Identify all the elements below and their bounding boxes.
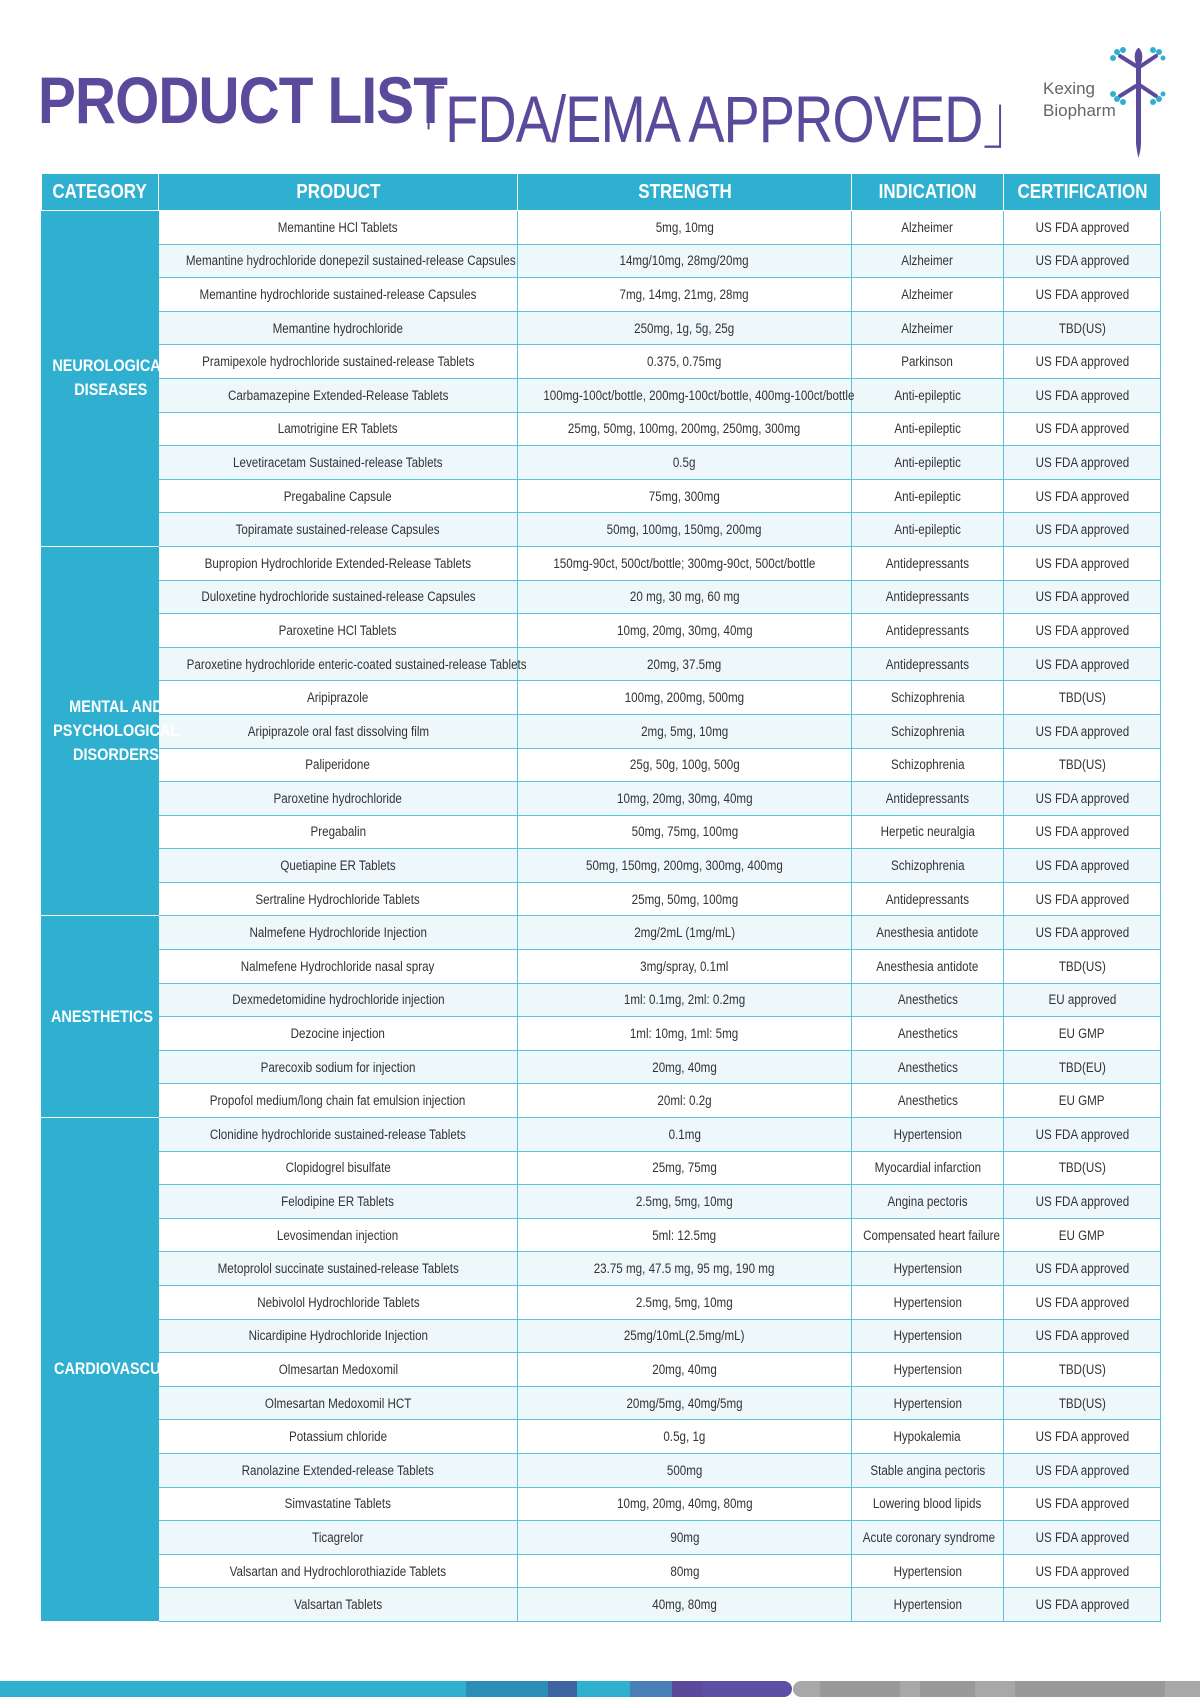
product-cell: Memantine hydrochloride sustained-release Capsules (159, 278, 518, 312)
product-table (41, 173, 1161, 1622)
indication-cell: Antidepressants (852, 614, 1004, 648)
strength-cell: 150mg-90ct, 500ct/bottle; 300mg-90ct, 500ct/bottle (518, 546, 852, 580)
product-cell: Memantine hydrochloride donepezil sustained-release Capsules (159, 244, 518, 278)
indication-cell: Angina pectoris (852, 1185, 1004, 1219)
certification-cell: US FDA approved (1004, 714, 1161, 748)
table-row (42, 378, 1161, 412)
certification-cell: EU GMP (1004, 1017, 1161, 1051)
product-cell: Dezocine injection (159, 1017, 518, 1051)
certification-cell: US FDA approved (1004, 546, 1161, 580)
table-row (42, 1453, 1161, 1487)
strength-cell: 25mg, 50mg, 100mg, 200mg, 250mg, 300mg (518, 412, 852, 446)
strength-cell: 25mg/10mL(2.5mg/mL) (518, 1319, 852, 1353)
logo-line-2: Biopharm (1043, 101, 1116, 120)
product-cell: Aripiprazole (159, 681, 518, 715)
table-row (42, 882, 1161, 916)
certification-cell: US FDA approved (1004, 1554, 1161, 1588)
product-cell: Pregabaline Capsule (159, 479, 518, 513)
table-row (42, 546, 1161, 580)
strength-cell: 1ml: 10mg, 1ml: 5mg (518, 1017, 852, 1051)
certification-cell: TBD(EU) (1004, 1050, 1161, 1084)
certification-cell: US FDA approved (1004, 1286, 1161, 1320)
table-row (42, 1151, 1161, 1185)
certification-cell: US FDA approved (1004, 446, 1161, 480)
table-row (42, 1588, 1161, 1622)
product-cell: Levosimendan injection (159, 1218, 518, 1252)
certification-cell: US FDA approved (1004, 1420, 1161, 1454)
product-cell: Ranolazine Extended-release Tablets (159, 1453, 518, 1487)
product-cell: Pramipexole hydrochloride sustained-release Tablets (159, 345, 518, 379)
table-row (42, 1252, 1161, 1286)
product-cell: Lamotrigine ER Tablets (159, 412, 518, 446)
strength-cell: 2mg, 5mg, 10mg (518, 714, 852, 748)
strength-cell: 2.5mg, 5mg, 10mg (518, 1185, 852, 1219)
category-cell: CARDIOVASCULAR (42, 1118, 159, 1622)
column-header-category: CATEGORY (42, 174, 159, 211)
footer-color-bar (0, 1681, 1200, 1697)
indication-cell: Alzheimer (852, 311, 1004, 345)
certification-cell: TBD(US) (1004, 748, 1161, 782)
certification-cell: US FDA approved (1004, 1588, 1161, 1622)
certification-cell: US FDA approved (1004, 647, 1161, 681)
strength-cell: 25mg, 75mg (518, 1151, 852, 1185)
table-row (42, 1420, 1161, 1454)
product-cell: Nalmefene Hydrochloride nasal spray (159, 950, 518, 984)
product-cell: Levetiracetam Sustained-release Tablets (159, 446, 518, 480)
strength-cell: 50mg, 100mg, 150mg, 200mg (518, 513, 852, 547)
strength-cell: 20mg, 37.5mg (518, 647, 852, 681)
gecko-logo-icon (1108, 42, 1164, 160)
table-row (42, 244, 1161, 278)
indication-cell: Schizophrenia (852, 748, 1004, 782)
strength-cell: 5ml: 12.5mg (518, 1218, 852, 1252)
table-row (42, 311, 1161, 345)
product-cell: Simvastatine Tablets (159, 1487, 518, 1521)
certification-cell: US FDA approved (1004, 614, 1161, 648)
strength-cell: 50mg, 75mg, 100mg (518, 815, 852, 849)
strength-cell: 20ml: 0.2g (518, 1084, 852, 1118)
product-cell: Paliperidone (159, 748, 518, 782)
certification-cell: US FDA approved (1004, 345, 1161, 379)
table-row (42, 1185, 1161, 1219)
strength-cell: 250mg, 1g, 5g, 25g (518, 311, 852, 345)
indication-cell: Parkinson (852, 345, 1004, 379)
product-cell: Quetiapine ER Tablets (159, 849, 518, 883)
product-cell: Pregabalin (159, 815, 518, 849)
column-header-strength: STRENGTH (518, 174, 852, 211)
certification-cell: US FDA approved (1004, 278, 1161, 312)
certification-cell: US FDA approved (1004, 580, 1161, 614)
product-cell: Aripiprazole oral fast dissolving film (159, 714, 518, 748)
product-cell: Dexmedetomidine hydrochloride injection (159, 983, 518, 1017)
strength-cell: 0.1mg (518, 1118, 852, 1152)
indication-cell: Anesthetics (852, 1017, 1004, 1051)
strength-cell: 7mg, 14mg, 21mg, 28mg (518, 278, 852, 312)
strength-cell: 40mg, 80mg (518, 1588, 852, 1622)
strength-cell: 25mg, 50mg, 100mg (518, 882, 852, 916)
table-row (42, 983, 1161, 1017)
table-row (42, 1521, 1161, 1555)
indication-cell: Anti-epileptic (852, 513, 1004, 547)
certification-cell: US FDA approved (1004, 882, 1161, 916)
product-cell: Clonidine hydrochloride sustained-release Tablets (159, 1118, 518, 1152)
indication-cell: Herpetic neuralgia (852, 815, 1004, 849)
product-cell: Nalmefene Hydrochloride Injection (159, 916, 518, 950)
product-cell: Ticagrelor (159, 1521, 518, 1555)
certification-cell: US FDA approved (1004, 1118, 1161, 1152)
certification-cell: US FDA approved (1004, 479, 1161, 513)
product-cell: Bupropion Hydrochloride Extended-Release Tablets (159, 546, 518, 580)
certification-cell: US FDA approved (1004, 378, 1161, 412)
table-row (42, 950, 1161, 984)
page-title: PRODUCT LIST (38, 63, 448, 137)
strength-cell: 20mg, 40mg (518, 1050, 852, 1084)
strength-cell: 10mg, 20mg, 40mg, 80mg (518, 1487, 852, 1521)
column-header-indication: INDICATION (852, 174, 1004, 211)
table-row (42, 412, 1161, 446)
indication-cell: Anesthetics (852, 983, 1004, 1017)
certification-cell: EU approved (1004, 983, 1161, 1017)
strength-cell: 25g, 50g, 100g, 500g (518, 748, 852, 782)
strength-cell: 80mg (518, 1554, 852, 1588)
page-header (0, 0, 1200, 170)
indication-cell: Hypertension (852, 1319, 1004, 1353)
indication-cell: Antidepressants (852, 882, 1004, 916)
indication-cell: Lowering blood lipids (852, 1487, 1004, 1521)
table-row (42, 580, 1161, 614)
strength-cell: 10mg, 20mg, 30mg, 40mg (518, 782, 852, 816)
indication-cell: Acute coronary syndrome (852, 1521, 1004, 1555)
certification-cell: EU GMP (1004, 1084, 1161, 1118)
certification-cell: US FDA approved (1004, 782, 1161, 816)
product-cell: Clopidogrel bisulfate (159, 1151, 518, 1185)
logo-line-1: Kexing (1043, 79, 1095, 98)
certification-cell: US FDA approved (1004, 849, 1161, 883)
table-row (42, 1286, 1161, 1320)
indication-cell: Anti-epileptic (852, 479, 1004, 513)
table-row (42, 681, 1161, 715)
product-cell: Paroxetine HCl Tablets (159, 614, 518, 648)
strength-cell: 100mg-100ct/bottle, 200mg-100ct/bottle, 400mg-100ct/bottle (518, 378, 852, 412)
product-cell: Nebivolol Hydrochloride Tablets (159, 1286, 518, 1320)
product-cell: Propofol medium/long chain fat emulsion injection (159, 1084, 518, 1118)
strength-cell: 50mg, 150mg, 200mg, 300mg, 400mg (518, 849, 852, 883)
strength-cell: 20mg/5mg, 40mg/5mg (518, 1386, 852, 1420)
certification-cell: US FDA approved (1004, 916, 1161, 950)
table-row (42, 1017, 1161, 1051)
certification-cell: EU GMP (1004, 1218, 1161, 1252)
table-row (42, 278, 1161, 312)
table-row (42, 748, 1161, 782)
table-row (42, 782, 1161, 816)
table-row (42, 815, 1161, 849)
column-header-certification: CERTIFICATION (1004, 174, 1161, 211)
indication-cell: Anesthesia antidote (852, 950, 1004, 984)
table-row (42, 1386, 1161, 1420)
indication-cell: Myocardial infarction (852, 1151, 1004, 1185)
indication-cell: Hypertension (852, 1386, 1004, 1420)
product-cell: Carbamazepine Extended-Release Tablets (159, 378, 518, 412)
strength-cell: 2.5mg, 5mg, 10mg (518, 1286, 852, 1320)
strength-cell: 75mg, 300mg (518, 479, 852, 513)
certification-cell: US FDA approved (1004, 1252, 1161, 1286)
certification-cell: TBD(US) (1004, 1151, 1161, 1185)
certification-cell: US FDA approved (1004, 211, 1161, 245)
strength-cell: 20 mg, 30 mg, 60 mg (518, 580, 852, 614)
indication-cell: Schizophrenia (852, 849, 1004, 883)
table-row (42, 614, 1161, 648)
indication-cell: Antidepressants (852, 546, 1004, 580)
strength-cell: 5mg, 10mg (518, 211, 852, 245)
strength-cell: 90mg (518, 1521, 852, 1555)
product-cell: Memantine HCl Tablets (159, 211, 518, 245)
certification-cell: TBD(US) (1004, 311, 1161, 345)
certification-cell: US FDA approved (1004, 244, 1161, 278)
certification-cell: US FDA approved (1004, 513, 1161, 547)
strength-cell: 0.375, 0.75mg (518, 345, 852, 379)
table-row (42, 1554, 1161, 1588)
certification-cell: US FDA approved (1004, 1521, 1161, 1555)
indication-cell: Antidepressants (852, 782, 1004, 816)
table-row (42, 1218, 1161, 1252)
table-row (42, 211, 1161, 245)
product-cell: Felodipine ER Tablets (159, 1185, 518, 1219)
table-row (42, 1319, 1161, 1353)
indication-cell: Hypertension (852, 1286, 1004, 1320)
category-cell: ANESTHETICS (42, 916, 159, 1118)
category-cell: MENTAL AND PSYCHOLOGICAL DISORDERS (42, 546, 159, 916)
indication-cell: Hypokalemia (852, 1420, 1004, 1454)
indication-cell: Antidepressants (852, 580, 1004, 614)
product-cell: Paroxetine hydrochloride enteric-coated sustained-release Tablets (159, 647, 518, 681)
indication-cell: Hypertension (852, 1252, 1004, 1286)
strength-cell: 3mg/spray, 0.1ml (518, 950, 852, 984)
table-row (42, 647, 1161, 681)
indication-cell: Anesthesia antidote (852, 916, 1004, 950)
product-cell: Metoprolol succinate sustained-release Tablets (159, 1252, 518, 1286)
indication-cell: Schizophrenia (852, 681, 1004, 715)
indication-cell: Compensated heart failure (852, 1218, 1004, 1252)
indication-cell: Schizophrenia (852, 714, 1004, 748)
strength-cell: 20mg, 40mg (518, 1353, 852, 1387)
table-row (42, 1353, 1161, 1387)
product-cell: Valsartan and Hydrochlorothiazide Tablets (159, 1554, 518, 1588)
table-row (42, 849, 1161, 883)
table-body (42, 211, 1161, 1622)
product-cell: Memantine hydrochloride (159, 311, 518, 345)
strength-cell: 100mg, 200mg, 500mg (518, 681, 852, 715)
strength-cell: 2mg/2mL (1mg/mL) (518, 916, 852, 950)
indication-cell: Hypertension (852, 1588, 1004, 1622)
page-subtitle: 「FDA/EMA APPROVED」 (392, 82, 1036, 156)
strength-cell: 10mg, 20mg, 30mg, 40mg (518, 614, 852, 648)
product-cell: Topiramate sustained-release Capsules (159, 513, 518, 547)
strength-cell: 14mg/10mg, 28mg/20mg (518, 244, 852, 278)
certification-cell: TBD(US) (1004, 950, 1161, 984)
indication-cell: Hypertension (852, 1554, 1004, 1588)
indication-cell: Alzheimer (852, 211, 1004, 245)
indication-cell: Anesthetics (852, 1050, 1004, 1084)
certification-cell: TBD(US) (1004, 1353, 1161, 1387)
certification-cell: US FDA approved (1004, 815, 1161, 849)
certification-cell: US FDA approved (1004, 1487, 1161, 1521)
indication-cell: Anti-epileptic (852, 446, 1004, 480)
table-row (42, 714, 1161, 748)
indication-cell: Anti-epileptic (852, 412, 1004, 446)
indication-cell: Anesthetics (852, 1084, 1004, 1118)
strength-cell: 500mg (518, 1453, 852, 1487)
strength-cell: 0.5g (518, 446, 852, 480)
strength-cell: 0.5g, 1g (518, 1420, 852, 1454)
table-row (42, 916, 1161, 950)
certification-cell: US FDA approved (1004, 1185, 1161, 1219)
indication-cell: Alzheimer (852, 244, 1004, 278)
table-row (42, 1118, 1161, 1152)
indication-cell: Stable angina pectoris (852, 1453, 1004, 1487)
table-row (42, 513, 1161, 547)
product-cell: Sertraline Hydrochloride Tablets (159, 882, 518, 916)
table-row (42, 345, 1161, 379)
certification-cell: US FDA approved (1004, 412, 1161, 446)
table-row (42, 1084, 1161, 1118)
indication-cell: Alzheimer (852, 278, 1004, 312)
table-row (42, 479, 1161, 513)
product-cell: Parecoxib sodium for injection (159, 1050, 518, 1084)
certification-cell: US FDA approved (1004, 1453, 1161, 1487)
product-cell: Olmesartan Medoxomil HCT (159, 1386, 518, 1420)
certification-cell: US FDA approved (1004, 1319, 1161, 1353)
product-cell: Potassium chloride (159, 1420, 518, 1454)
product-cell: Duloxetine hydrochloride sustained-release Capsules (159, 580, 518, 614)
certification-cell: TBD(US) (1004, 1386, 1161, 1420)
product-cell: Paroxetine hydrochloride (159, 782, 518, 816)
category-cell: NEUROLOGICAL DISEASES (42, 211, 159, 547)
product-cell: Valsartan Tablets (159, 1588, 518, 1622)
strength-cell: 23.75 mg, 47.5 mg, 95 mg, 190 mg (518, 1252, 852, 1286)
certification-cell: TBD(US) (1004, 681, 1161, 715)
table-row (42, 1050, 1161, 1084)
product-cell: Olmesartan Medoxomil (159, 1353, 518, 1387)
indication-cell: Antidepressants (852, 647, 1004, 681)
indication-cell: Anti-epileptic (852, 378, 1004, 412)
column-header-product: PRODUCT (159, 174, 518, 211)
strength-cell: 1ml: 0.1mg, 2ml: 0.2mg (518, 983, 852, 1017)
indication-cell: Hypertension (852, 1353, 1004, 1387)
table-header-row (42, 174, 1161, 211)
product-cell: Nicardipine Hydrochloride Injection (159, 1319, 518, 1353)
table-row (42, 446, 1161, 480)
table-row (42, 1487, 1161, 1521)
indication-cell: Hypertension (852, 1118, 1004, 1152)
